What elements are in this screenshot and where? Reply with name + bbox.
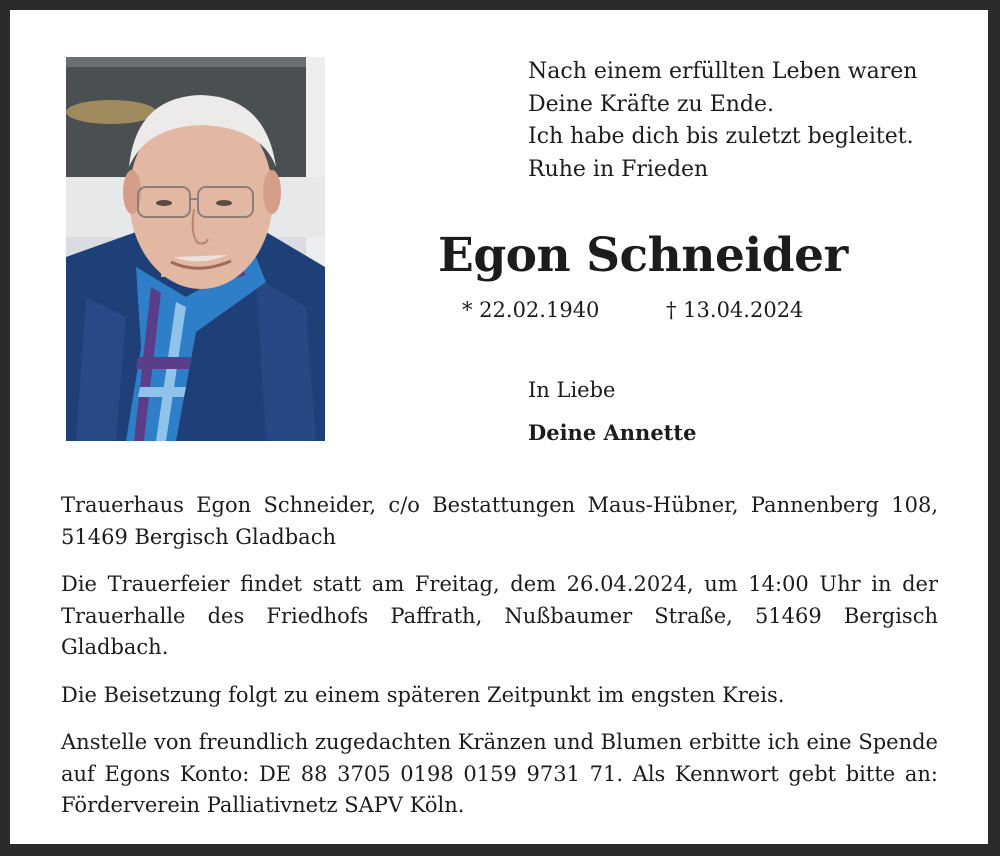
address-paragraph: Trauerhaus Egon Schneider, c/o Bestattungen Maus-Hübner, Pannenberg 108, 51469 Bergisch Gladbach	[61, 493, 938, 549]
signature: Deine Annette	[528, 420, 697, 445]
poem-line: Ruhe in Frieden	[528, 156, 709, 182]
birth-date: * 22.02.1940	[462, 298, 600, 322]
ceremony-paragraph: Die Trauerfeier findet statt am Freitag, dem 26.04.2024, um 14:00 Uhr in der Trauerhalle des Friedhofs Paffrath, Nußbaumer Straße, 51469 Bergisch Gladbach.	[61, 572, 938, 659]
deceased-name: Egon Schneider	[438, 228, 848, 283]
poem-line: Ich habe dich bis zuletzt begleitet.	[528, 124, 914, 149]
donation-paragraph: Anstelle von freundlich zugedachten Kränzen und Blumen erbitte ich eine Spende auf Egons Konto: DE 88 3705 0198 0159 9731 71. Als Kennwort gebt bitte an: Förderverein Palliativnetz SAPV Köln.	[61, 730, 938, 817]
portrait-illustration	[66, 57, 325, 441]
notice-body	[61, 490, 938, 838]
poem-line: Deine Kräfte zu Ende.	[528, 91, 775, 117]
burial-paragraph: Die Beisetzung folgt zu einem späteren Zeitpunkt im engsten Kreis.	[61, 682, 785, 707]
death-date: † 13.04.2024	[666, 298, 804, 322]
poem-line: Nach einem erfüllten Leben waren	[528, 59, 918, 84]
portrait-photo	[66, 57, 325, 441]
memorial-poem	[528, 56, 917, 186]
obituary-notice	[10, 10, 988, 844]
closing-phrase: In Liebe	[528, 378, 616, 402]
